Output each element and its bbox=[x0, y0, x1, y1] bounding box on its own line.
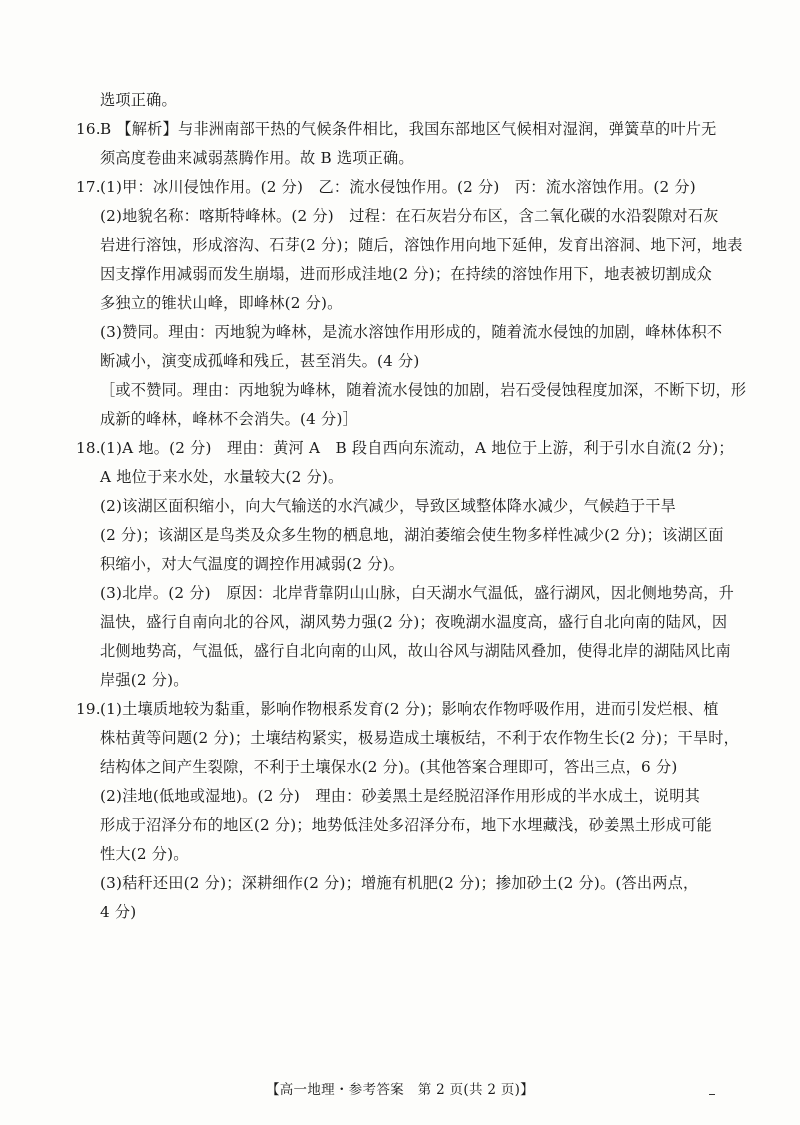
line-text: 温快，盛行自南向北的谷风，湖风势力强(2 分)；夜晚湖水温度高，盛行自北向南的陆风，因 bbox=[100, 613, 728, 631]
text-line bbox=[76, 347, 731, 376]
line-text: (3)秸秆还田(2 分)；深耕细作(2 分)；增施有机肥(2 分)；掺加砂土(2 分)。(答出两点， bbox=[100, 874, 699, 892]
text-line bbox=[76, 666, 731, 695]
text-line bbox=[76, 260, 731, 289]
line-text: 积缩小，对大气温度的调控作用减弱(2 分)。 bbox=[100, 555, 405, 573]
text-line bbox=[76, 202, 731, 231]
question-number: 17. bbox=[76, 178, 101, 196]
line-text: 成新的峰林，峰林不会消失。(4 分)］ bbox=[100, 410, 358, 428]
line-text: B 【解析】与非洲南部干热的气候条件相比，我国东部地区气候相对湿润，弹簧草的叶片无 bbox=[100, 120, 717, 138]
line-text: 须高度卷曲来减弱蒸腾作用。故 B 选项正确。 bbox=[100, 149, 414, 167]
text-line bbox=[76, 434, 734, 463]
text-line bbox=[76, 869, 731, 898]
text-line bbox=[76, 115, 731, 144]
text-line bbox=[76, 318, 731, 347]
corner-mark bbox=[709, 1094, 715, 1095]
line-text: 结构体之间产生裂隙，不利于土壤保水(2 分)。(其他答案合理即可，答出三点，6 分) bbox=[100, 758, 678, 776]
line-text: (1)土壤质地较为黏重，影响作物根系发育(2 分)；影响农作物呼吸作用，进而引发烂根、植 bbox=[100, 700, 719, 718]
line-text: A 地位于来水处，水量较大(2 分)。 bbox=[100, 468, 344, 486]
line-text: 岸强(2 分)。 bbox=[100, 671, 189, 689]
line-text: (1)A 地。(2 分) 理由：黄河 A B 段自西向东流动，A 地位于上游，利于引水自流(2 分)； bbox=[100, 439, 734, 457]
answer-content bbox=[76, 86, 747, 927]
text-line bbox=[76, 782, 731, 811]
question-number: 19. bbox=[76, 700, 101, 718]
text-line bbox=[76, 608, 731, 637]
line-text: (2)该湖区面积缩小，向大气输送的水汽减少，导致区域整体降水减少，气候趋于干旱 bbox=[100, 497, 677, 515]
line-text: 岩进行溶蚀，形成溶沟、石芽(2 分)；随后，溶蚀作用向地下延伸，发育出溶洞、地下河，地表 bbox=[100, 236, 743, 254]
text-line bbox=[76, 695, 731, 724]
text-line bbox=[76, 579, 734, 608]
text-line bbox=[76, 376, 747, 405]
text-line bbox=[76, 637, 731, 666]
line-text: (3)北岸。(2 分) 原因：北岸背靠阴山山脉，白天湖水气温低，盛行湖风，因北侧地势高，升 bbox=[100, 584, 734, 602]
line-text: 断减小，演变成孤峰和残丘，甚至消失。(4 分) bbox=[100, 352, 420, 370]
text-line bbox=[76, 405, 731, 434]
text-line bbox=[76, 231, 743, 260]
text-line bbox=[76, 840, 731, 869]
line-text: 株枯黄等问题(2 分)；土壤结构紧实，极易造成土壤板结，不利于农作物生长(2 分)；干旱时， bbox=[100, 729, 740, 747]
line-text: 形成于沼泽分布的地区(2 分)；地势低洼处多沼泽分布，地下水埋藏浅，砂姜黑土形成可能 bbox=[100, 816, 712, 834]
text-line bbox=[76, 463, 731, 492]
question-number: 18. bbox=[76, 439, 101, 457]
line-text: 多独立的锥状山峰，即峰林(2 分)。 bbox=[100, 294, 343, 312]
line-text: 北侧地势高，气温低，盛行自北向南的山风，故山谷风与湖陆风叠加，使得北岸的湖陆风比南 bbox=[100, 642, 731, 660]
text-line bbox=[76, 492, 731, 521]
line-text: (2)洼地(低地或湿地)。(2 分) 理由：砂姜黑土是经脱沼泽作用形成的半水成土，说明其 bbox=[100, 787, 701, 805]
line-text: (1)甲：冰川侵蚀作用。(2 分) 乙：流水侵蚀作用。(2 分) 丙：流水溶蚀作用。(2 分) bbox=[100, 178, 696, 196]
text-line bbox=[76, 550, 731, 579]
line-text: (2 分)；该湖区是鸟类及众多生物的栖息地，湖泊萎缩会使生物多样性减少(2 分)；该湖区面 bbox=[100, 526, 724, 544]
text-line bbox=[76, 173, 731, 202]
text-line bbox=[76, 898, 731, 927]
line-text: 性大(2 分)。 bbox=[100, 845, 189, 863]
line-text: 选项正确。 bbox=[100, 91, 177, 109]
question-number: 16. bbox=[76, 120, 101, 138]
text-line bbox=[76, 289, 731, 318]
text-line bbox=[76, 86, 731, 115]
line-text: ［或不赞同。理由：丙地貌为峰林，随着流水侵蚀的加剧，岩石受侵蚀程度加深，不断下切，形 bbox=[100, 381, 747, 399]
line-text: (2)地貌名称：喀斯特峰林。(2 分) 过程：在石灰岩分布区，含二氧化碳的水沿裂隙对石灰 bbox=[100, 207, 719, 225]
line-text: 4 分) bbox=[100, 903, 137, 921]
text-line bbox=[76, 521, 731, 550]
text-line bbox=[76, 753, 731, 782]
text-line bbox=[76, 144, 731, 173]
line-text: (3)赞同。理由：丙地貌为峰林，是流水溶蚀作用形成的，随着流水侵蚀的加剧，峰林体积不 bbox=[100, 323, 723, 341]
page-footer: 【高一地理・参考答案 第 2 页(共 2 页)】 bbox=[265, 1082, 535, 1098]
text-line bbox=[76, 724, 740, 753]
line-text: 因支撑作用减弱而发生崩塌，进而形成洼地(2 分)；在持续的溶蚀作用下，地表被切割成众 bbox=[100, 265, 712, 283]
text-line bbox=[76, 811, 731, 840]
